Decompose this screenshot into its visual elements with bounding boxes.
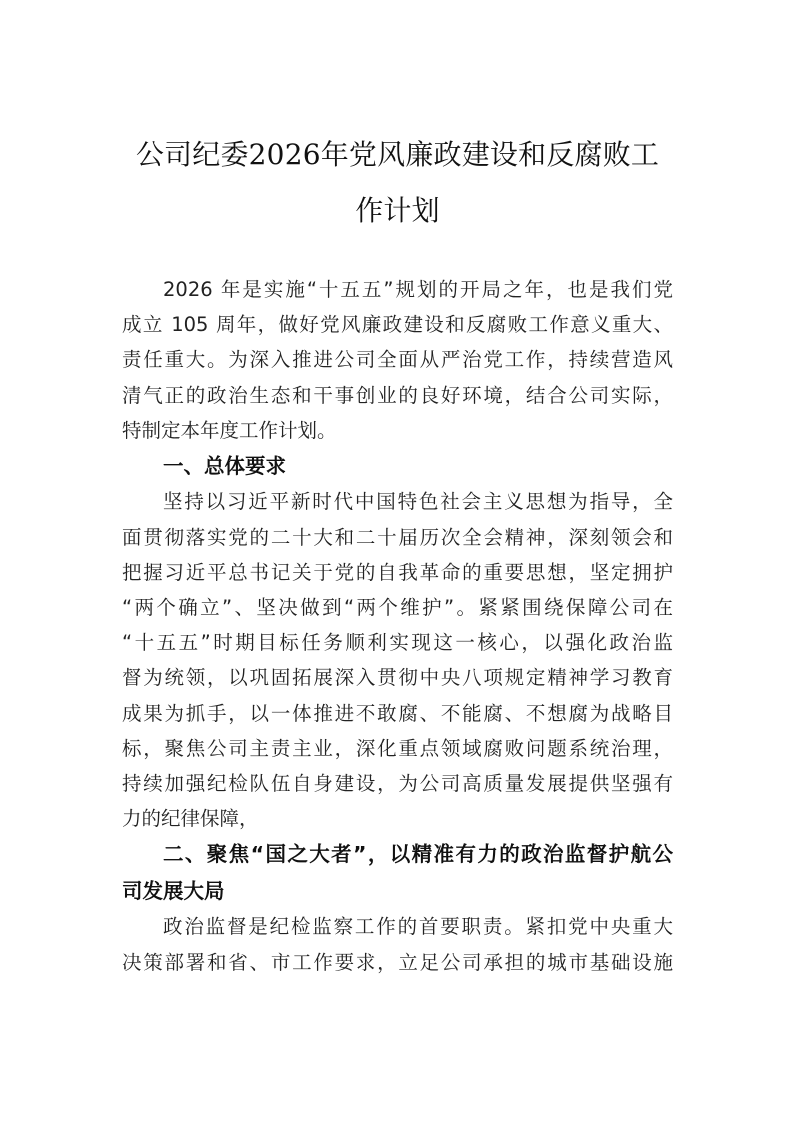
- section-heading: 一、总体要求: [163, 453, 286, 478]
- paragraph-line: 责任重大。为深入推进公司全面从严治党工作，持续营造风: [122, 348, 673, 372]
- document-body: [122, 272, 673, 980]
- paragraph-line: 力的纪律保障，: [122, 807, 259, 831]
- paragraph-line: 决策部署和省、市工作要求，立足公司承担的城市基础设施: [122, 950, 673, 974]
- paragraph-line: 清气正的政治生态和干事创业的良好环境，结合公司实际，: [122, 383, 673, 407]
- paragraph-line: 面贯彻落实党的二十大和二十届历次全会精神，深刻领会和: [122, 525, 673, 549]
- paragraph-line: 特制定本年度工作计划。: [122, 418, 337, 442]
- section-heading-line: 二、聚焦“国之大者”，以精准有力的政治监督护航公: [163, 842, 673, 867]
- paragraph-line: 2026 年是实施“十五五”规划的开局之年，也是我们党: [163, 278, 673, 301]
- section1-paragraph: [122, 484, 673, 836]
- paragraph-line: “两个确立”、坚决做到“两个维护”。紧紧围绕保障公司在: [122, 596, 673, 619]
- section-heading-line: 司发展大局: [122, 878, 225, 903]
- paragraph-line: 持续加强纪检队伍自身建设，为公司高质量发展提供坚强有: [122, 771, 673, 795]
- paragraph-line: 成立 105 周年，做好党风廉政建设和反腐败工作意义重大、: [122, 313, 673, 337]
- paragraph-line: 督为统领，以巩固拓展深入贯彻中央八项规定精神学习教育: [122, 666, 673, 690]
- section2-paragraph: [122, 909, 673, 979]
- paragraph-line: 政治监督是纪检监察工作的首要职责。紧扣党中央重大: [163, 915, 673, 939]
- paragraph-line: 把握习近平总书记关于党的自我革命的重要思想，坚定拥护: [122, 560, 673, 584]
- paragraph-line: 标，聚焦公司主责主业，深化重点领域腐败问题系统治理，: [122, 736, 673, 760]
- paragraph-line: “十五五”时期目标任务顺利实现这一核心，以强化政治监: [122, 631, 673, 655]
- intro-paragraph: [122, 272, 673, 448]
- document-title: [100, 127, 695, 239]
- paragraph-line: 坚持以习近平新时代中国特色社会主义思想为指导，全: [163, 490, 673, 514]
- section-heading: [122, 836, 673, 909]
- title-line: 公司纪委2026年党风廉政建设和反腐败工: [135, 138, 660, 171]
- title-line: 作计划: [355, 194, 440, 227]
- paragraph-line: 成果为抓手，以一体推进不敢腐、不能腐、不想腐为战略目: [122, 701, 673, 725]
